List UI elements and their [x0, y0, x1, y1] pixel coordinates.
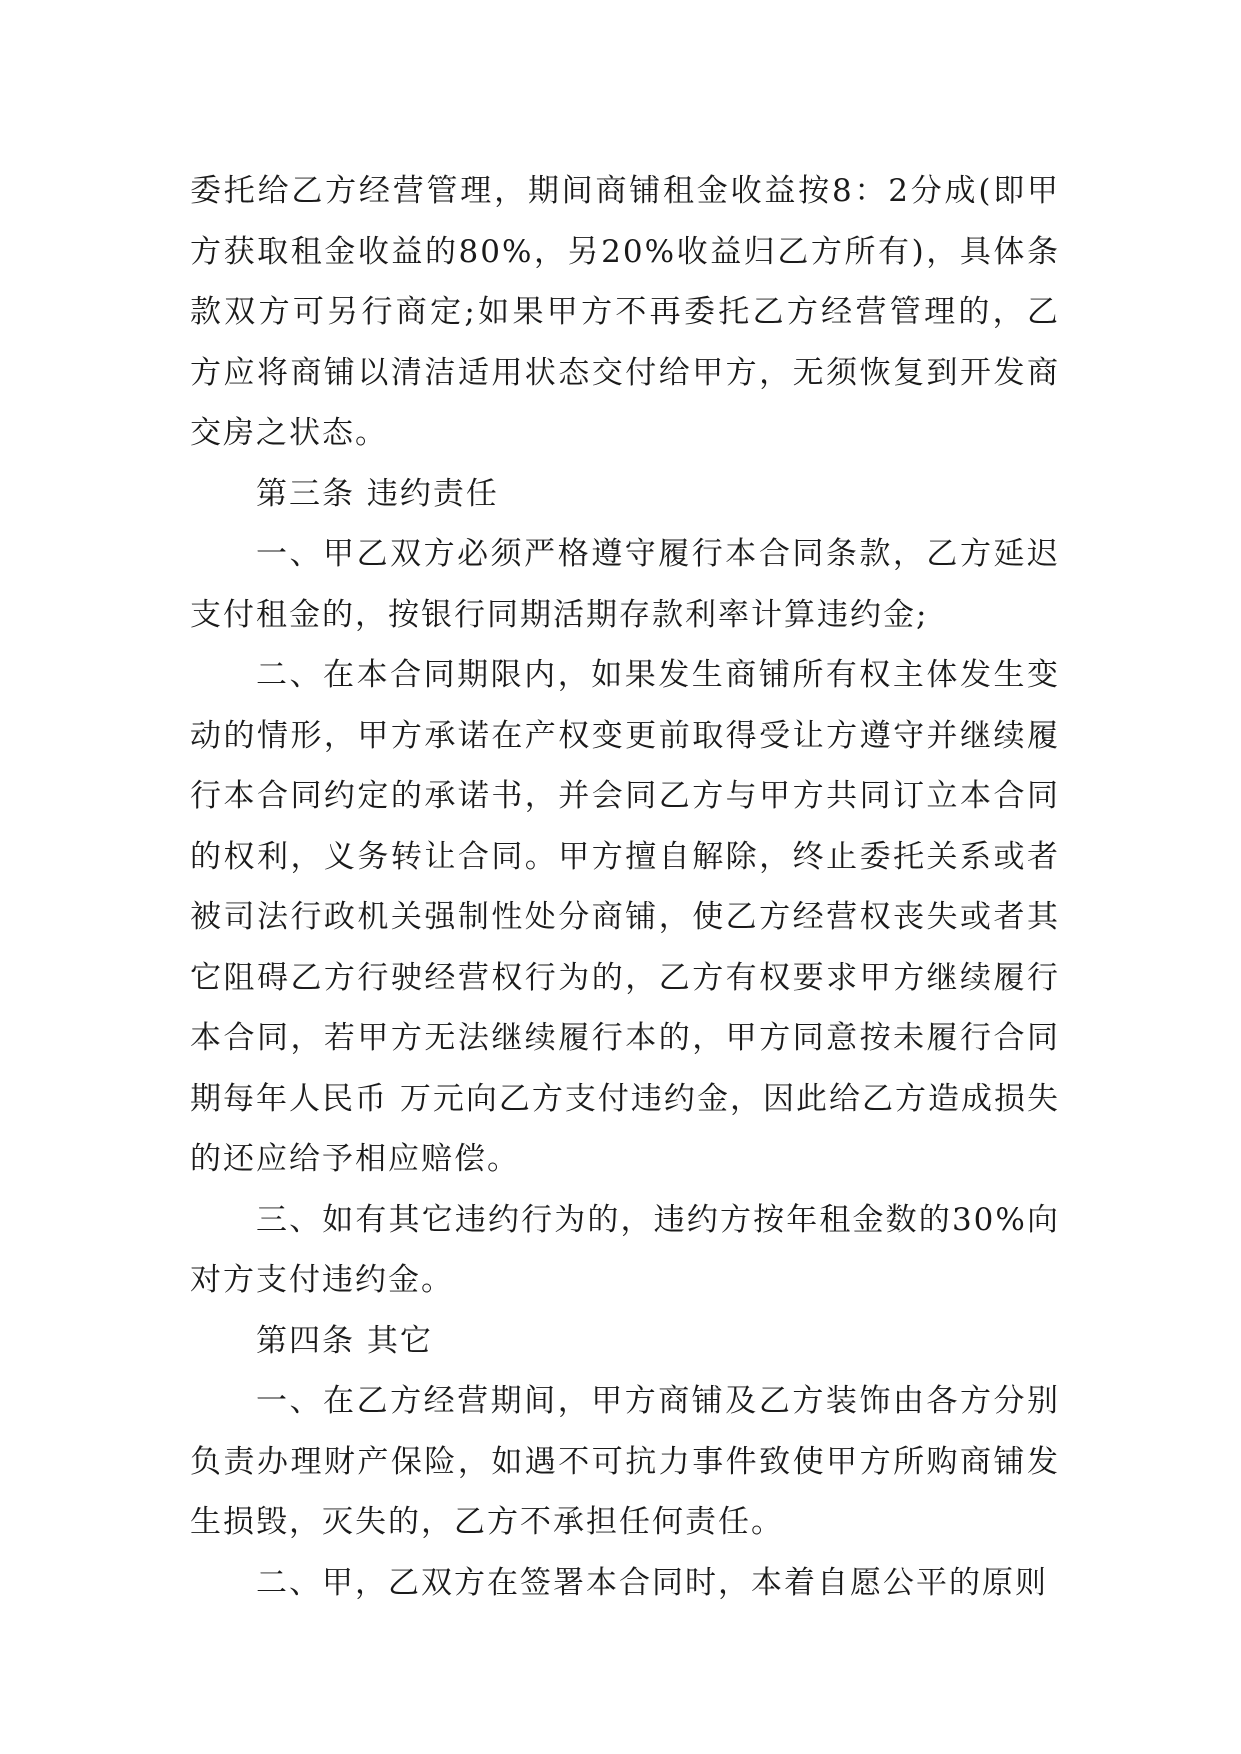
paragraph-continuation: 委托给乙方经营管理，期间商铺租金收益按8：2分成(即甲方获取租金收益的80%，另20%收益归乙方所有)，具体条款双方可另行商定;如果甲方不再委托乙方经营管理的，乙方应将商铺以清洁适用状态交付给甲方，无须恢复到开发商交房之状态。	[190, 173, 1060, 451]
document-body	[190, 161, 1060, 1613]
paragraph: 二、在本合同期限内，如果发生商铺所有权主体发生变动的情形，甲方承诺在产权变更前取得受让方遵守并继续履行本合同约定的承诺书，并会同乙方与甲方共同订立本合同的权利，义务转让合同。甲方擅自解除，终止委托关系或者被司法行政机关强制性处分商铺，使乙方经营权丧失或者其它阻碍乙方行驶经营权行为的，乙方有权要求甲方继续履行本合同，若甲方无法继续履行本的，甲方同意按未履行合同期每年人民币 万元向乙方支付违约金，因此给乙方造成损失的还应给予相应赔偿。	[190, 657, 1060, 1177]
article-three-heading: 第三条 违约责任	[256, 475, 499, 512]
paragraph: 一、甲乙双方必须严格遵守履行本合同条款，乙方延迟支付租金的，按银行同期活期存款利率计算违约金;	[190, 536, 1060, 633]
paragraph: 二、甲，乙双方在签署本合同时，本着自愿公平的原则	[256, 1564, 1048, 1601]
paragraph: 一、在乙方经营期间，甲方商铺及乙方装饰由各方分别负责办理财产保险，如遇不可抗力事件致使甲方所购商铺发生损毁，灭失的，乙方不承担任何责任。	[190, 1383, 1060, 1540]
paragraph: 三、如有其它违约行为的，违约方按年租金数的30%向对方支付违约金。	[190, 1201, 1060, 1298]
article-four-heading: 第四条 其它	[256, 1322, 433, 1359]
